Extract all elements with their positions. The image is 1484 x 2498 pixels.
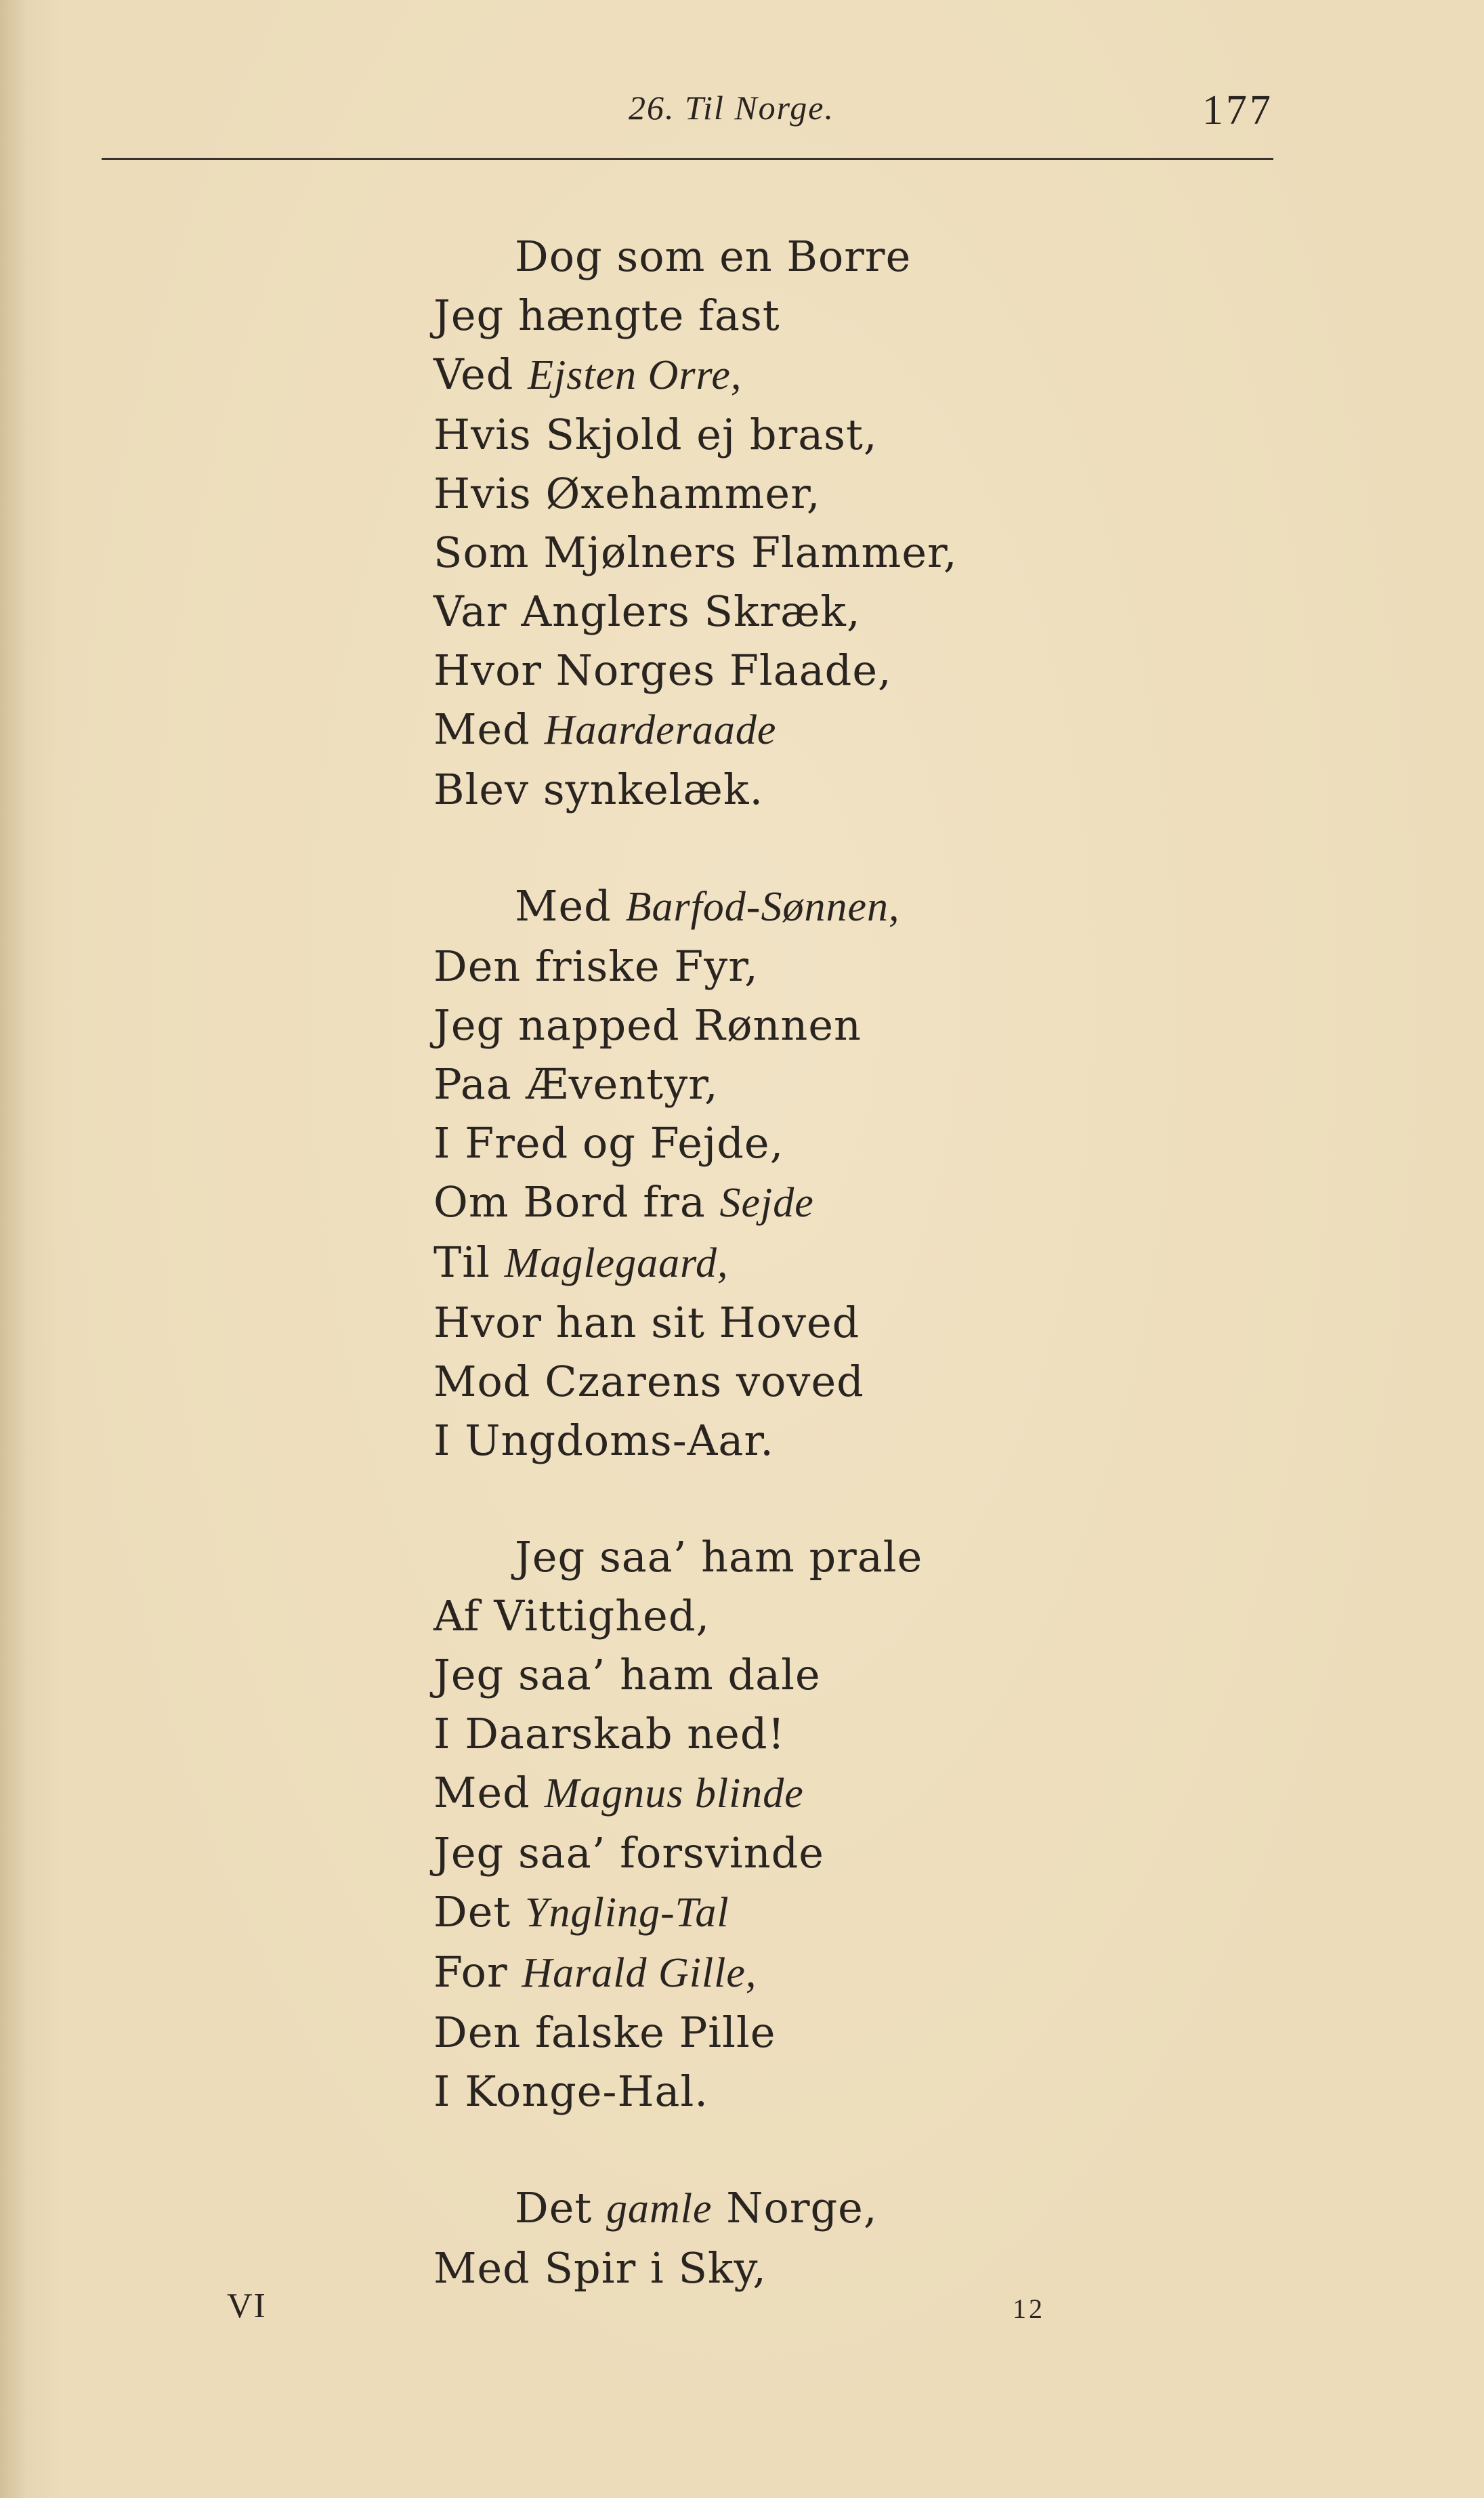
stanza xyxy=(433,1527,1314,2121)
poem-line xyxy=(433,937,1314,996)
poem-line xyxy=(433,582,1314,641)
poem-line xyxy=(433,1527,1314,1586)
poem-line xyxy=(433,1293,1314,1352)
poem-line xyxy=(433,2003,1314,2062)
page-header xyxy=(102,81,1273,142)
roman-text: Af Vittighed, xyxy=(433,1591,711,1640)
roman-text: I Konge-Hal. xyxy=(433,2067,709,2116)
roman-text: Hvor han sit Hoved xyxy=(433,1298,860,1347)
italic-text: Ejsten Orre, xyxy=(528,352,742,398)
roman-text: Med xyxy=(515,881,626,931)
sheet-number: 12 xyxy=(1013,2293,1045,2324)
roman-text: Var Anglers Skræk, xyxy=(433,587,861,636)
header-rule xyxy=(102,158,1273,160)
roman-text: Blev synkelæk. xyxy=(433,765,764,814)
roman-text: Det xyxy=(515,2183,607,2232)
roman-text: Som Mjølners Flammer, xyxy=(433,528,958,577)
poem-line xyxy=(433,1823,1314,1882)
poem-line xyxy=(433,1882,1314,1943)
italic-text: Sejde xyxy=(719,1180,814,1226)
italic-text: Yngling-Tal xyxy=(525,1890,729,1936)
roman-text: Dog som en Borre xyxy=(515,232,912,281)
running-title: 26. Til Norge. xyxy=(629,89,834,127)
roman-text: Til xyxy=(433,1237,505,1287)
poem-line xyxy=(433,345,1314,405)
italic-text: gamle xyxy=(606,2186,713,2232)
poem-line xyxy=(433,760,1314,819)
poem-line xyxy=(433,1943,1314,2003)
poem-line xyxy=(433,641,1314,700)
poem-line xyxy=(433,876,1314,937)
italic-text: Maglegaard, xyxy=(504,1240,729,1286)
roman-text: Hvor Norges Flaade, xyxy=(433,645,892,695)
roman-text: For xyxy=(433,1947,522,1997)
poem xyxy=(433,227,1314,2355)
roman-text: Med xyxy=(433,704,545,754)
roman-text: I Fred og Fejde, xyxy=(433,1118,784,1168)
roman-text: Om Bord fra xyxy=(433,1177,720,1227)
italic-text: Harald Gille, xyxy=(522,1950,757,1996)
poem-line xyxy=(433,1114,1314,1172)
poem-line xyxy=(433,1763,1314,1823)
poem-line xyxy=(433,1352,1314,1411)
roman-text: Jeg saa’ ham prale xyxy=(515,1532,923,1582)
roman-text: Hvis Skjold ej brast, xyxy=(433,410,878,459)
roman-text: Jeg saa’ ham dale xyxy=(433,1650,821,1699)
poem-line xyxy=(433,1172,1314,1233)
page-number: 177 xyxy=(1202,87,1273,133)
poem-line xyxy=(433,523,1314,582)
poem-line xyxy=(433,464,1314,523)
poem-line xyxy=(433,286,1314,345)
italic-text: Haarderaade xyxy=(544,707,777,753)
roman-text: Jeg napped Rønnen xyxy=(433,1000,862,1050)
poem-line xyxy=(433,2239,1314,2298)
poem-line xyxy=(433,1645,1314,1704)
roman-text: I Daarskab ned! xyxy=(433,1709,786,1758)
poem-line xyxy=(433,2178,1314,2239)
roman-text: Ved xyxy=(433,350,528,399)
poem-line xyxy=(433,1411,1314,1470)
roman-text: Mod Czarens voved xyxy=(433,1357,864,1406)
roman-text: Hvis Øxehammer, xyxy=(433,469,821,518)
roman-text: Jeg hængte fast xyxy=(433,291,780,340)
roman-text: Den falske Pille xyxy=(433,2008,776,2057)
roman-text: Med Spir i Sky, xyxy=(433,2243,767,2293)
stanza xyxy=(433,227,1314,819)
stanza xyxy=(433,2178,1314,2298)
italic-text: Magnus blinde xyxy=(544,1771,804,1817)
poem-line xyxy=(433,405,1314,464)
poem-line xyxy=(433,227,1314,286)
signature-mark: VI xyxy=(227,2287,267,2325)
roman-text: Norge, xyxy=(712,2183,878,2232)
poem-line xyxy=(433,2062,1314,2121)
poem-line xyxy=(433,1233,1314,1293)
italic-text: Barfod-Sønnen, xyxy=(625,884,900,930)
poem-line xyxy=(433,1055,1314,1114)
roman-text: Med xyxy=(433,1768,545,1817)
roman-text: I Ungdoms-Aar. xyxy=(433,1416,774,1465)
poem-line xyxy=(433,1586,1314,1645)
roman-text: Paa Æventyr, xyxy=(433,1059,719,1109)
poem-line xyxy=(433,996,1314,1055)
roman-text: Det xyxy=(433,1887,526,1936)
poem-line xyxy=(433,1704,1314,1763)
roman-text: Jeg saa’ forsvinde xyxy=(433,1828,824,1878)
stanza xyxy=(433,876,1314,1470)
roman-text: Den friske Fyr, xyxy=(433,941,759,991)
poem-line xyxy=(433,700,1314,760)
